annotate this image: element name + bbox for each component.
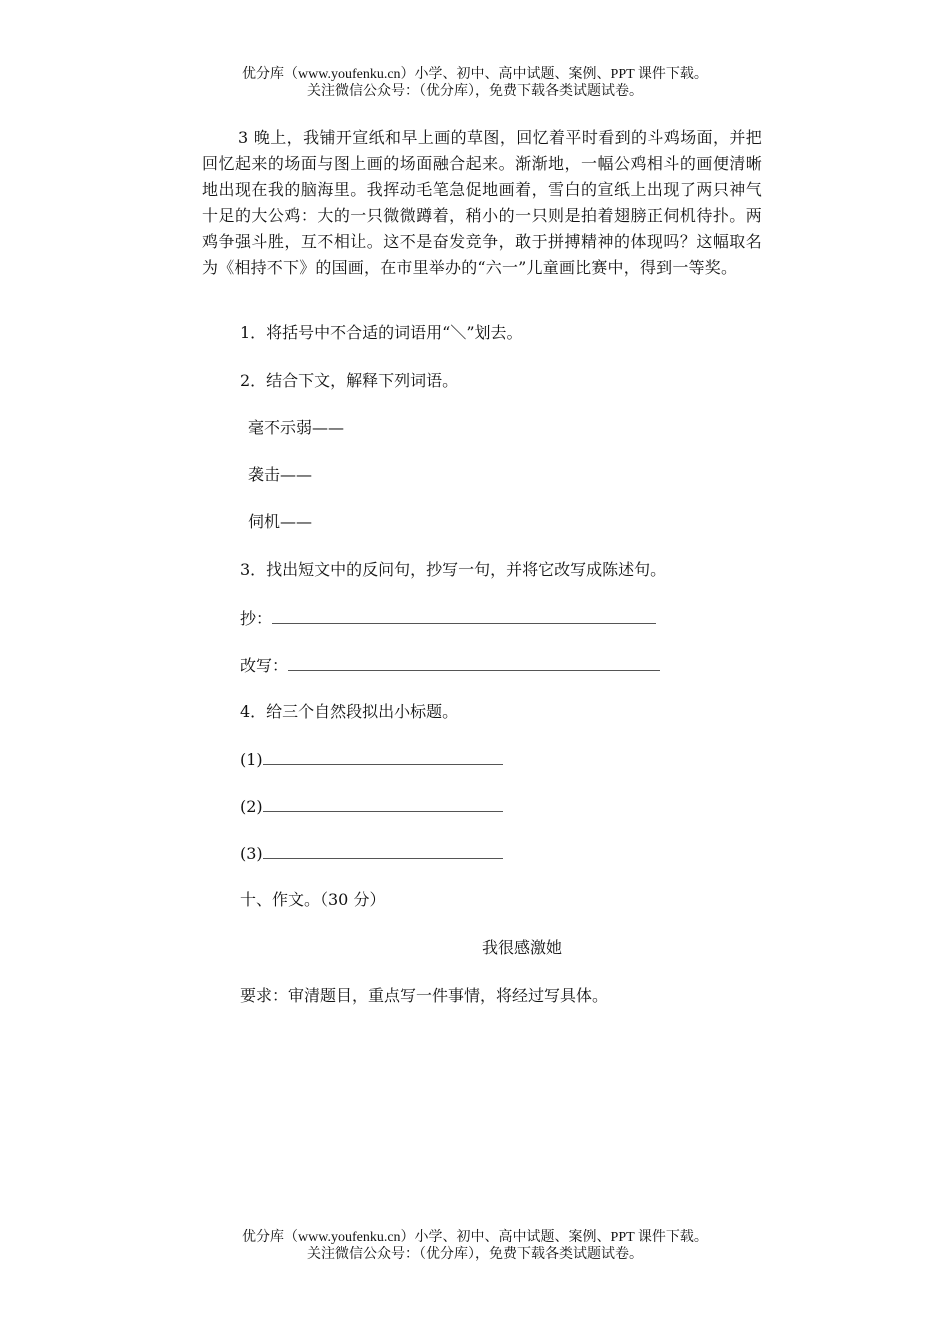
composition-title: 我很感激她 xyxy=(481,938,562,957)
header-line-1: 优分库（www.youfenku.cn）小学、初中、高中试题、案例、PPT 课件下载。 xyxy=(242,67,708,82)
copy-row xyxy=(240,607,656,630)
subtitle-blank-3[interactable] xyxy=(263,842,503,859)
subtitle-blank-2[interactable] xyxy=(263,795,503,812)
subtitle-row-3 xyxy=(240,842,503,865)
question-4: 4．给三个自然段拟出小标题。 xyxy=(240,702,459,721)
copy-label: 抄： xyxy=(240,609,273,628)
footer-line-2: 关注微信公众号：（优分库），免费下载各类试题试卷。 xyxy=(307,1247,643,1262)
question-3: 3．找出短文中的反问句，抄写一句，并将它改写成陈述句。 xyxy=(240,560,667,579)
passage-number: 3 xyxy=(238,128,249,147)
page-footer xyxy=(0,1229,950,1263)
rewrite-answer-blank[interactable] xyxy=(288,654,660,671)
header-line-2: 关注微信公众号：（优分库），免费下载各类试题试卷。 xyxy=(307,84,643,99)
subtitle-label-1: (1) xyxy=(240,750,263,769)
question-1: 1．将括号中不合适的词语用“＼”划去。 xyxy=(240,323,523,342)
reading-passage xyxy=(202,125,762,281)
subtitle-row-1 xyxy=(240,748,503,771)
term-1: 毫不示弱—— xyxy=(248,418,345,437)
composition-heading: 十、作文。（30 分） xyxy=(240,890,386,909)
rewrite-label: 改写： xyxy=(240,656,289,675)
subtitle-label-3: (3) xyxy=(240,844,263,863)
subtitle-label-2: (2) xyxy=(240,797,263,816)
copy-answer-blank[interactable] xyxy=(272,607,656,624)
subtitle-row-2 xyxy=(240,795,503,818)
rewrite-row xyxy=(240,654,660,677)
passage-text: 晚上，我铺开宣纸和早上画的草图，回忆着平时看到的斗鸡场面，并把回忆起来的场面与图上画的场面融合起来。渐渐地，一幅公鸡相斗的画便清晰地出现在我的脑海里。我挥动毛笔急促地画着，雪白的宣纸上出现了两只神气十足的大公鸡：大的一只微微蹲着，稍小的一只则是拍着翅膀正伺机待扑。两鸡争强斗胜，互不相让。这不是奋发竞争，敢于拼搏精神的体现吗？这幅取名为《相持不下》的国画，在市里举办的“六一”儿童画比赛中，得到一等奖。 xyxy=(202,128,762,277)
page-header xyxy=(0,66,950,100)
subtitle-blank-1[interactable] xyxy=(263,748,503,765)
question-2: 2．结合下文，解释下列词语。 xyxy=(240,371,459,390)
composition-requirement: 要求：审清题目，重点写一件事情，将经过写具体。 xyxy=(240,986,609,1005)
term-3: 伺机—— xyxy=(248,512,313,531)
term-2: 袭击—— xyxy=(248,465,313,484)
footer-line-1: 优分库（www.youfenku.cn）小学、初中、高中试题、案例、PPT 课件下载。 xyxy=(242,1230,708,1245)
